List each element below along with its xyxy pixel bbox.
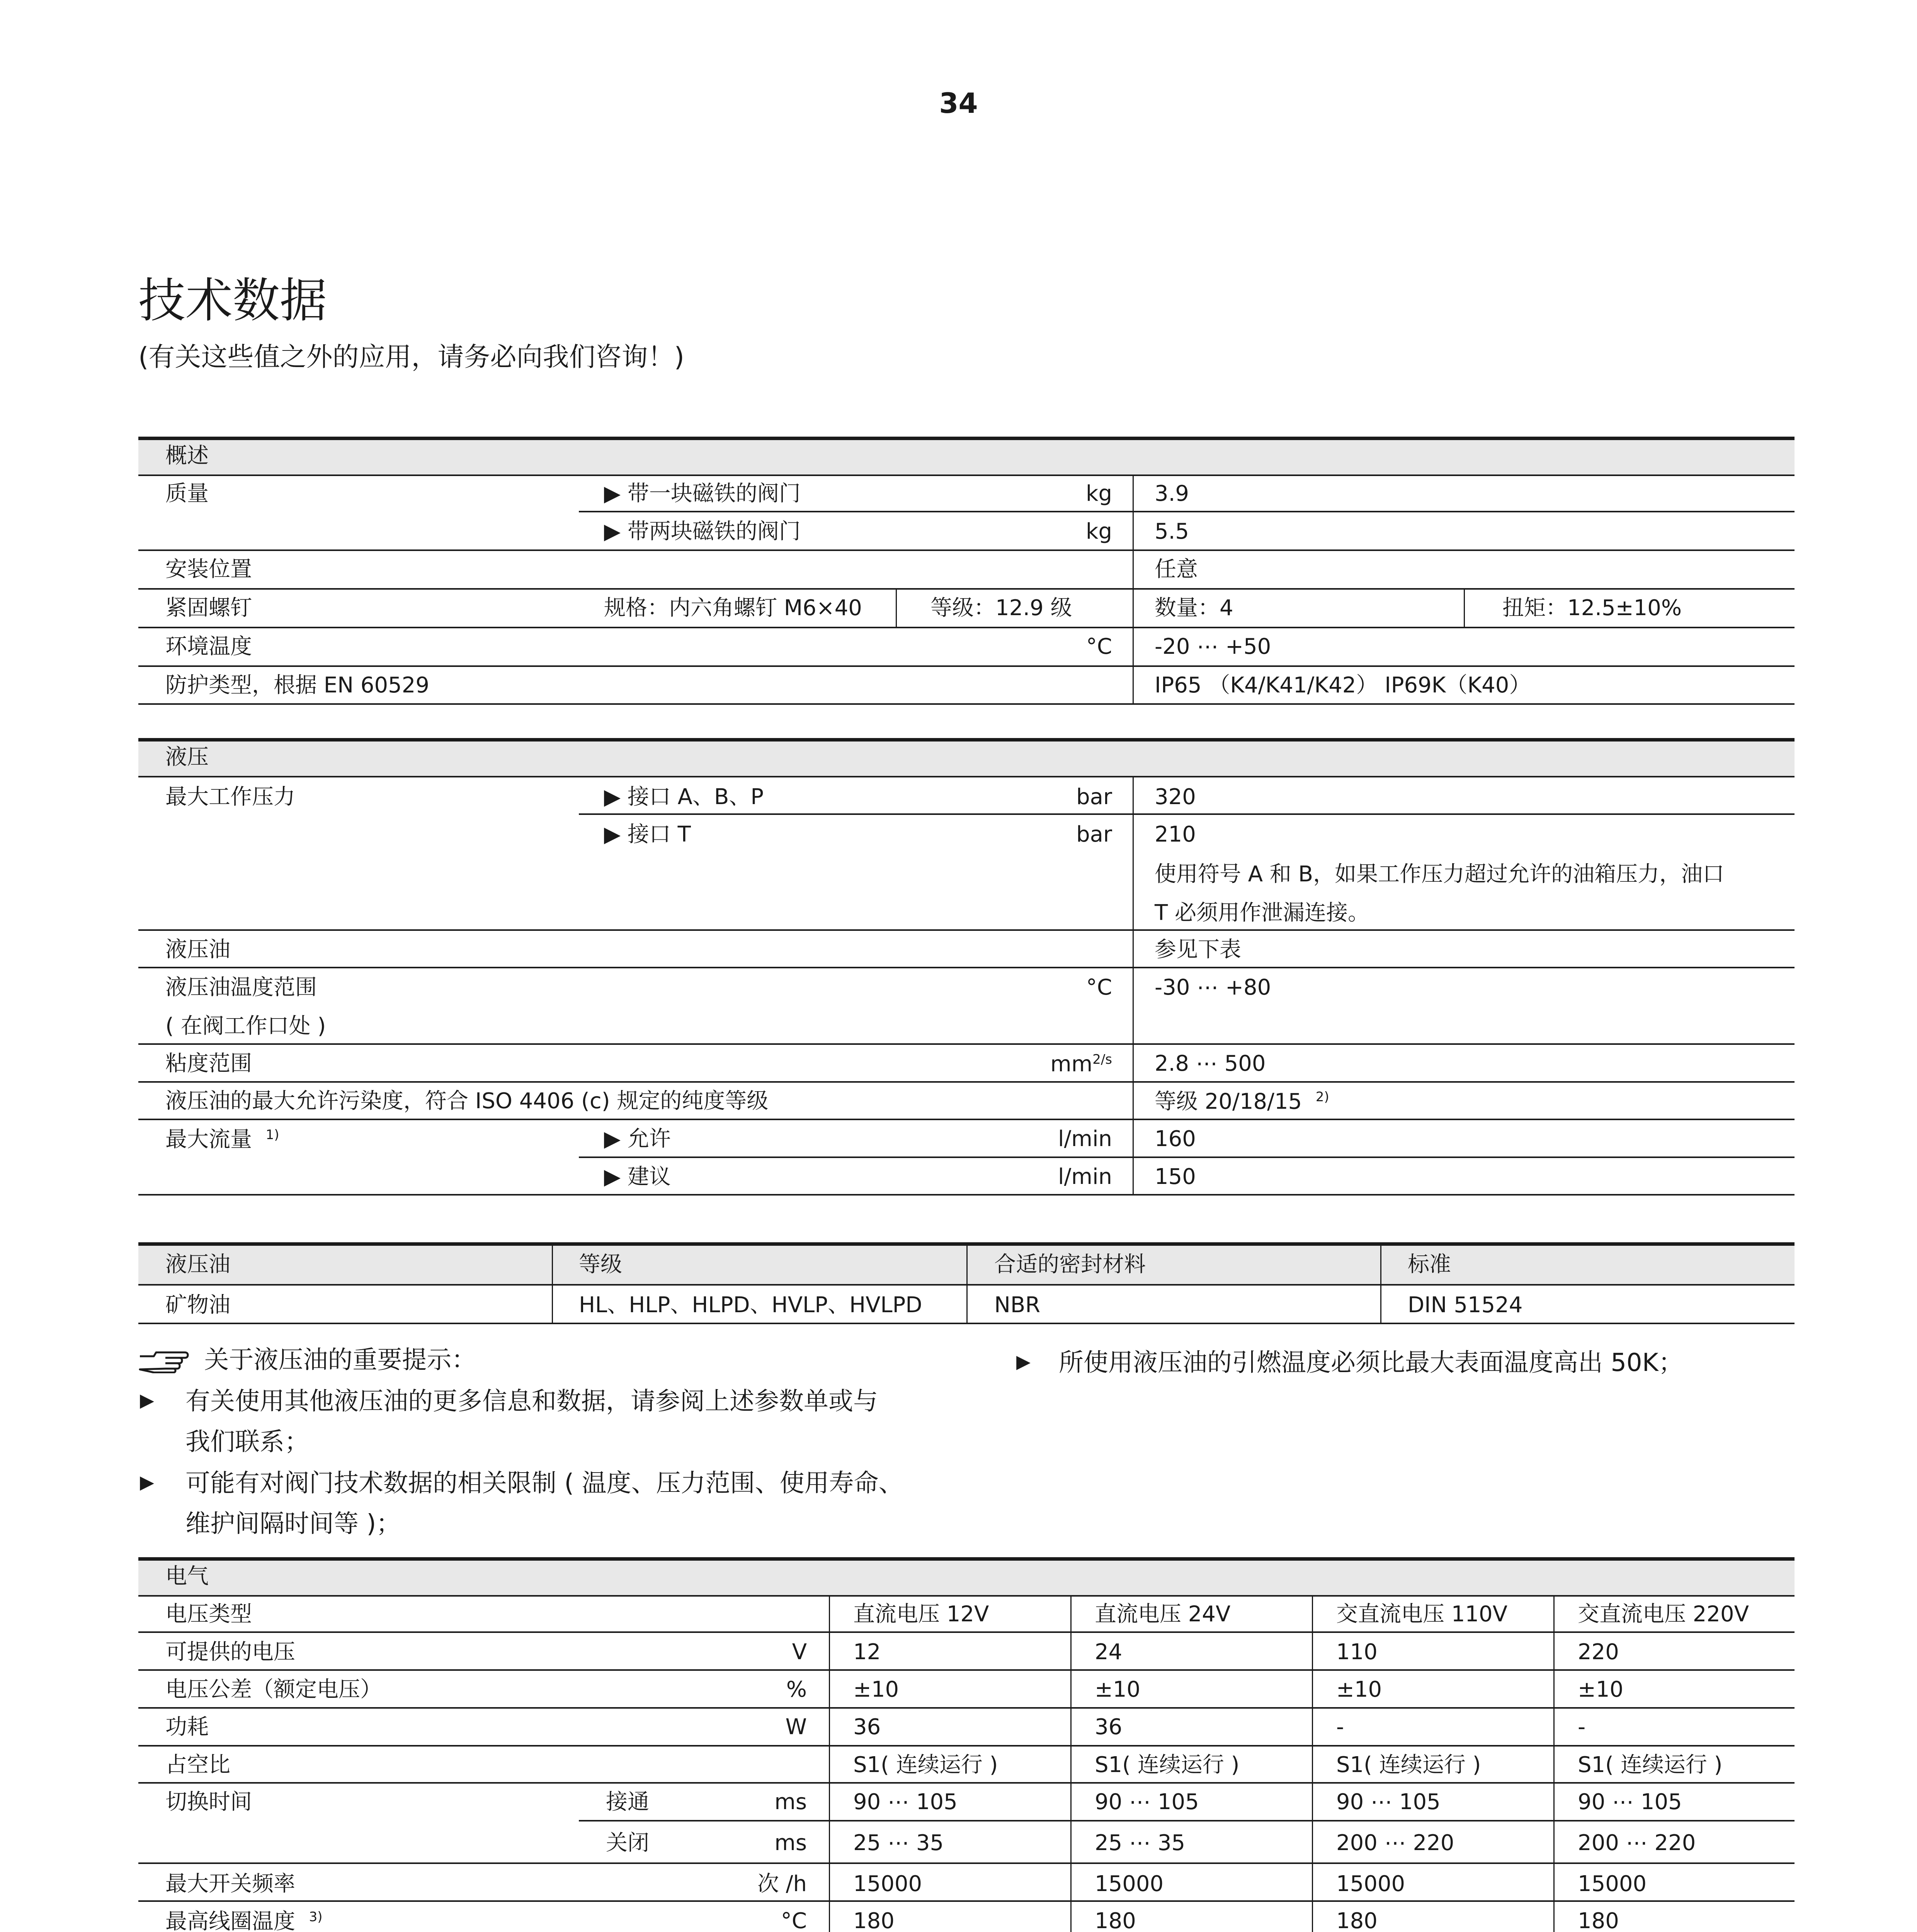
table-cell: 25 ⋯ 35 bbox=[853, 1830, 944, 1855]
viscosity-unit: $mm^{2/s}$ bbox=[1050, 1051, 1112, 1077]
table-cell: 24 bbox=[1095, 1639, 1123, 1665]
max-coil-temp-label: 最高线圈温度 $^{3)}$ bbox=[165, 1909, 323, 1932]
voltage-col-24v: 直流电压 24V bbox=[1095, 1602, 1231, 1627]
bolt-grade: 等级：12.9 级 bbox=[930, 595, 1072, 621]
table-cell: - bbox=[1578, 1714, 1586, 1740]
bullet-marker: ▶ bbox=[140, 1471, 154, 1493]
table-cell: 15000 bbox=[1578, 1871, 1647, 1896]
table-cell: 90 ⋯ 105 bbox=[853, 1789, 958, 1815]
pointing-hand-icon bbox=[138, 1349, 196, 1373]
table-cell: 15000 bbox=[1336, 1871, 1405, 1896]
mass-one-magnet: ▶ 带一块磁铁的阀门 bbox=[604, 481, 801, 506]
bullet-marker: ▶ bbox=[140, 1389, 154, 1411]
flow-allowed-value: 160 bbox=[1155, 1126, 1196, 1151]
bolt-spec: 规格：内六角螺钉 M6×40 bbox=[604, 595, 862, 621]
fluid-table-cell: HL、HLP、HLPD、HVLP、HVLPD bbox=[579, 1293, 922, 1318]
max-coil-temp-unit: °C bbox=[781, 1908, 807, 1932]
mount-label: 安装位置 bbox=[165, 557, 252, 582]
hydraulic-table bbox=[138, 738, 1795, 1202]
fluid-table-cell: NBR bbox=[994, 1293, 1041, 1318]
table-cell: S1( 连续运行 ) bbox=[853, 1752, 998, 1777]
voltage-tolerance-label: 电压公差（额定电压） bbox=[165, 1677, 382, 1702]
fluid-note-2-cont: 维护间隔时间等 )； bbox=[185, 1510, 401, 1538]
table-cell: 36 bbox=[1095, 1714, 1123, 1740]
viscosity-value: 2.8 ⋯ 500 bbox=[1155, 1051, 1266, 1076]
table-cell: 36 bbox=[853, 1714, 881, 1740]
table-cell: ±10 bbox=[1095, 1677, 1141, 1702]
table-cell: 15000 bbox=[853, 1871, 922, 1896]
table-cell: 90 ⋯ 105 bbox=[1336, 1789, 1441, 1815]
mass-one-value: 3.9 bbox=[1155, 481, 1189, 506]
viscosity-label: 粘度范围 bbox=[165, 1051, 252, 1076]
bolt-label: 紧固螺钉 bbox=[165, 595, 252, 621]
pressure-unit-t: bar bbox=[1076, 822, 1112, 847]
switch-on-label: 接通 bbox=[606, 1789, 649, 1815]
table-cell: 110 bbox=[1336, 1639, 1378, 1665]
protection-label: 防护类型，根据 EN 60529 bbox=[165, 673, 430, 698]
mass-unit: kg bbox=[1086, 481, 1112, 506]
fluid-table-header-standard: 标准 bbox=[1408, 1252, 1451, 1277]
port-abp: ▶ 接口 A、B、P bbox=[604, 784, 764, 810]
duty-cycle-label: 占空比 bbox=[165, 1752, 230, 1777]
fluid-table-header-fluid: 液压油 bbox=[165, 1252, 230, 1277]
fluid-note-2: 可能有对阀门技术数据的相关限制 ( 温度、压力范围、使用寿命、 bbox=[185, 1469, 903, 1498]
port-t-note-line2: T 必须用作泄漏连接。 bbox=[1155, 900, 1370, 925]
supply-voltage-label: 可提供的电压 bbox=[165, 1639, 295, 1665]
page-subtitle: (有关这些值之外的应用，请务必向我们咨询！) bbox=[138, 342, 685, 372]
fluid-note-3: 所使用液压油的引燃温度必须比最大表面温度高出 50K； bbox=[1059, 1349, 1683, 1377]
voltage-col-12v: 直流电压 12V bbox=[853, 1602, 989, 1627]
table-cell: 180 bbox=[1336, 1908, 1378, 1932]
power-unit: W bbox=[785, 1714, 807, 1740]
section-header-general: 概述 bbox=[165, 443, 209, 468]
flow-unit: l/min bbox=[1058, 1126, 1112, 1151]
protection-value: IP65 （K4/K41/K42） IP69K（K40） bbox=[1155, 673, 1531, 698]
contamination-value: 等级 20/18/15 $^{2)}$ bbox=[1155, 1089, 1329, 1114]
table-cell: S1( 连续运行 ) bbox=[1578, 1752, 1723, 1777]
flow-unit-2: l/min bbox=[1058, 1164, 1112, 1189]
ambient-unit: °C bbox=[1086, 634, 1112, 659]
pressure-unit: bar bbox=[1076, 784, 1112, 810]
page-title: 技术数据 bbox=[138, 273, 327, 328]
mass-label: 质量 bbox=[165, 481, 209, 506]
mass-unit-2: kg bbox=[1086, 519, 1112, 544]
port-t-note-line1: 使用符号 A 和 B，如果工作压力超过允许的油箱压力，油口 bbox=[1155, 862, 1725, 887]
voltage-col-220v: 交直流电压 220V bbox=[1578, 1602, 1749, 1627]
fluid-temp-unit: °C bbox=[1086, 975, 1112, 1000]
flow-recommended: ▶ 建议 bbox=[604, 1164, 671, 1189]
mass-two-value: 5.5 bbox=[1155, 519, 1189, 544]
fluid-temp-label: 液压油温度范围 bbox=[165, 975, 317, 1000]
power-label: 功耗 bbox=[165, 1714, 209, 1740]
voltage-tolerance-unit: % bbox=[786, 1677, 807, 1702]
fluid-label: 液压油 bbox=[165, 937, 230, 962]
max-frequency-unit: 次 /h bbox=[757, 1871, 807, 1896]
switch-unit: ms bbox=[774, 1789, 807, 1815]
table-cell: 90 ⋯ 105 bbox=[1095, 1789, 1199, 1815]
section-header-hydraulic: 液压 bbox=[165, 745, 209, 770]
max-frequency-label: 最大开关频率 bbox=[165, 1871, 295, 1896]
table-cell: S1( 连续运行 ) bbox=[1336, 1752, 1481, 1777]
fluid-table-cell: DIN 51524 bbox=[1408, 1293, 1523, 1318]
bolt-torque: 扭矩：12.5±10% bbox=[1502, 595, 1682, 621]
table-cell: ±10 bbox=[1336, 1677, 1382, 1702]
bolt-quantity: 数量：4 bbox=[1155, 595, 1233, 621]
max-pressure-label: 最大工作压力 bbox=[165, 784, 295, 810]
fluid-table-header-class: 等级 bbox=[579, 1252, 622, 1277]
table-cell: 180 bbox=[853, 1908, 895, 1932]
mass-two-magnets: ▶ 带两块磁铁的阀门 bbox=[604, 519, 801, 544]
fluid-notes-heading: 关于液压油的重要提示： bbox=[138, 1348, 476, 1373]
table-cell: ±10 bbox=[1578, 1677, 1624, 1702]
switch-unit-2: ms bbox=[774, 1830, 807, 1855]
fluid-table bbox=[138, 1242, 1795, 1325]
table-cell: 25 ⋯ 35 bbox=[1095, 1830, 1186, 1855]
flow-recommended-value: 150 bbox=[1155, 1164, 1196, 1189]
table-cell: 15000 bbox=[1095, 1871, 1164, 1896]
table-cell: ±10 bbox=[853, 1677, 899, 1702]
switch-time-label: 切换时间 bbox=[165, 1789, 252, 1815]
table-cell: 200 ⋯ 220 bbox=[1578, 1830, 1696, 1855]
fluid-temp-label-note: ( 在阀工作口处 ) bbox=[165, 1014, 326, 1039]
port-abp-value: 320 bbox=[1155, 784, 1196, 810]
voltage-type-label: 电压类型 bbox=[165, 1602, 252, 1627]
mount-value: 任意 bbox=[1155, 557, 1198, 582]
flow-allowed: ▶ 允许 bbox=[604, 1126, 671, 1151]
ambient-value: -20 ⋯ +50 bbox=[1155, 634, 1271, 659]
fluid-value: 参见下表 bbox=[1155, 937, 1241, 962]
table-cell: - bbox=[1336, 1714, 1344, 1740]
page-number: 34 bbox=[939, 87, 978, 119]
general-table bbox=[138, 437, 1795, 707]
fluid-table-cell: 矿物油 bbox=[165, 1293, 230, 1318]
ambient-label: 环境温度 bbox=[165, 634, 252, 659]
fluid-table-header-seal: 合适的密封材料 bbox=[994, 1252, 1146, 1277]
section-header-electrical: 电气 bbox=[165, 1564, 209, 1589]
table-cell: 220 bbox=[1578, 1639, 1619, 1665]
table-cell: 90 ⋯ 105 bbox=[1578, 1789, 1682, 1815]
table-cell: 180 bbox=[1578, 1908, 1619, 1932]
fluid-note-1-cont: 我们联系； bbox=[185, 1428, 309, 1456]
port-t-value: 210 bbox=[1155, 822, 1196, 847]
supply-voltage-unit: V bbox=[792, 1639, 807, 1665]
port-t: ▶ 接口 T bbox=[604, 822, 691, 847]
table-cell: 180 bbox=[1095, 1908, 1136, 1932]
max-flow-label: 最大流量 $^{1)}$ bbox=[165, 1127, 279, 1152]
bullet-marker: ▶ bbox=[1016, 1351, 1031, 1372]
switch-off-label: 关闭 bbox=[606, 1830, 649, 1855]
fluid-temp-value: -30 ⋯ +80 bbox=[1155, 975, 1271, 1000]
electrical-table bbox=[138, 1557, 1795, 1932]
table-cell: S1( 连续运行 ) bbox=[1095, 1752, 1240, 1777]
contamination-label: 液压油的最大允许污染度，符合 ISO 4406 (c) 规定的纯度等级 bbox=[165, 1088, 769, 1114]
table-cell: 12 bbox=[853, 1639, 881, 1665]
table-cell: 200 ⋯ 220 bbox=[1336, 1830, 1454, 1855]
voltage-col-110v: 交直流电压 110V bbox=[1336, 1602, 1507, 1627]
fluid-note-1: 有关使用其他液压油的更多信息和数据，请参阅上述参数单或与 bbox=[185, 1387, 878, 1416]
